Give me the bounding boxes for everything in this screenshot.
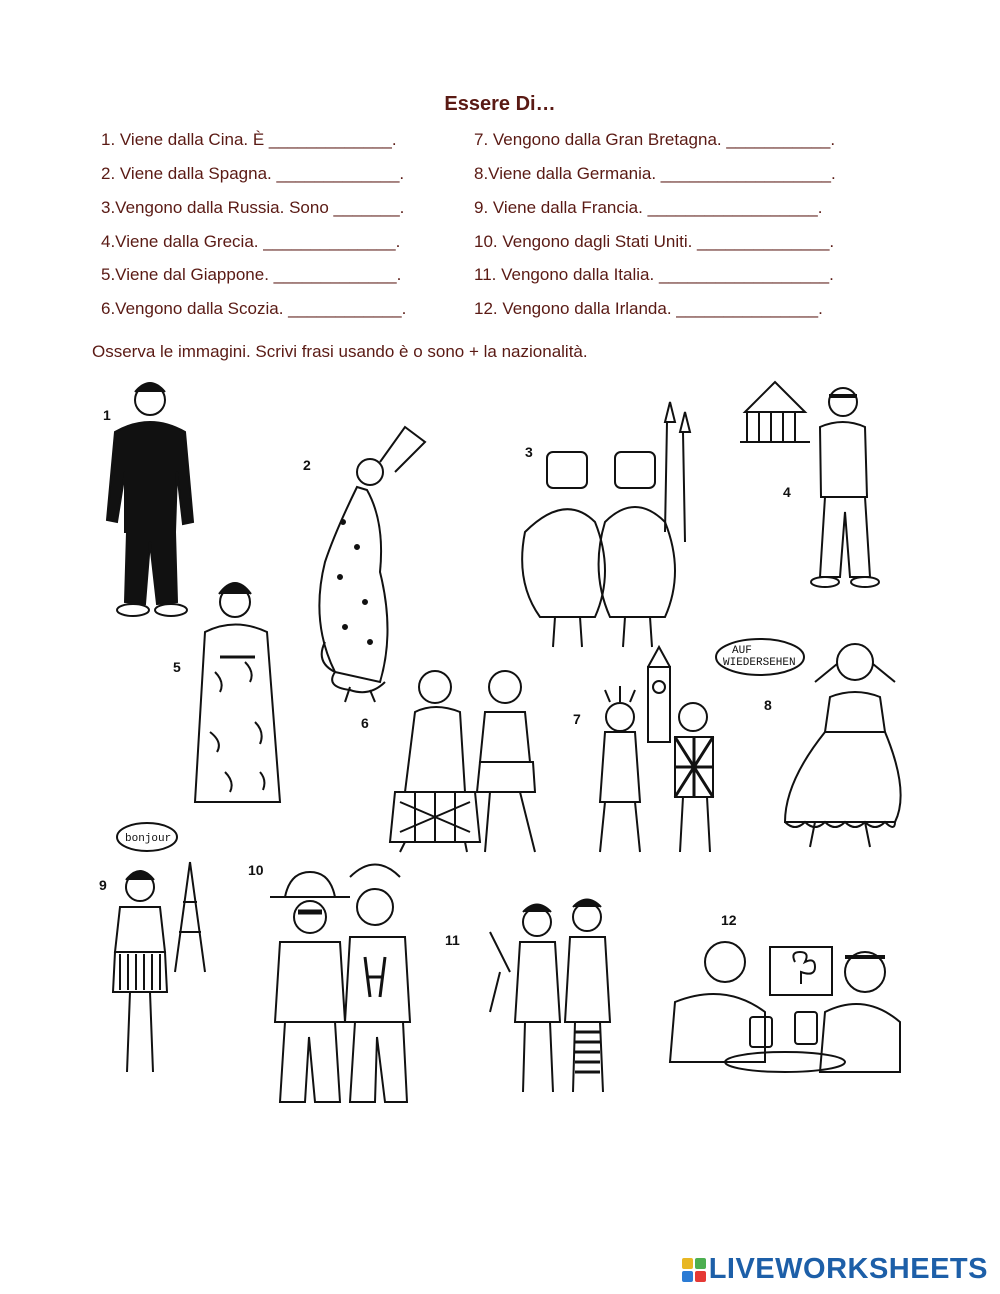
exercise-1: 1. Viene dalla Cina. È _____________.: [101, 130, 397, 149]
figure-2: [319, 427, 425, 702]
worksheet-title: Essere Di…: [444, 93, 556, 115]
figure-4: [740, 382, 879, 587]
exercise-7: 7. Vengono dalla Gran Bretagna. ___________.: [474, 130, 836, 149]
figure-5: [195, 583, 280, 802]
figure-number-6: 6: [361, 715, 369, 731]
figure-number-12: 12: [721, 912, 737, 928]
figure-6: [390, 671, 535, 852]
figure-number-4: 4: [783, 484, 791, 500]
exercise-9: 9. Viene dalla Francia. __________________.: [474, 198, 823, 217]
figure-3: [522, 402, 690, 647]
exercise-4: 4.Viene dalla Grecia. ______________.: [101, 232, 401, 251]
instructions: Osserva le immagini. Scrivi frasi usando è o sono + la nazionalità.: [92, 342, 588, 361]
nationalities-illustration: [95, 372, 910, 1117]
figure-7: [600, 647, 713, 852]
figure-number-7: 7: [573, 711, 581, 727]
exercise-2: 2. Viene dalla Spagna. _____________.: [101, 164, 405, 183]
exercise-10: 10. Vengono dagli Stati Uniti. ______________.: [474, 232, 835, 251]
speech-bubble-9: bonjour: [125, 833, 172, 845]
figure-1: [107, 383, 193, 616]
figure-12: [670, 942, 900, 1072]
liveworksheets-wordmark: LIVEWORKSHEETS: [708, 1253, 988, 1285]
figure-number-1: 1: [103, 407, 111, 423]
figure-9: [113, 823, 205, 1072]
figure-number-11: 11: [445, 932, 460, 948]
exercise-8: 8.Viene dalla Germania. __________________.: [474, 164, 836, 183]
illustration-drawing: [95, 372, 910, 1117]
figure-number-2: 2: [303, 457, 311, 473]
figure-number-8: 8: [764, 697, 772, 713]
figure-number-3: 3: [525, 444, 533, 460]
figure-8: [716, 639, 901, 847]
figure-number-9: 9: [99, 877, 107, 893]
exercise-5: 5.Viene dal Giappone. _____________.: [101, 265, 402, 284]
exercise-6: 6.Vengono dalla Scozia. ____________.: [101, 299, 407, 318]
figure-number-5: 5: [173, 659, 181, 675]
exercise-11: 11. Vengono dalla Italia. __________________.: [474, 265, 834, 284]
speech-bubble-8-line-2: WIEDERSEHEN: [723, 657, 796, 669]
speech-bubble-8-line-1: AUF: [732, 645, 752, 657]
figure-11: [490, 900, 610, 1093]
figure-number-10: 10: [248, 862, 264, 878]
exercise-3: 3.Vengono dalla Russia. Sono _______.: [101, 198, 405, 217]
liveworksheets-mark-icon: [682, 1258, 706, 1282]
figure-10: [270, 865, 410, 1103]
exercise-12: 12. Vengono dalla Irlanda. _______________.: [474, 299, 823, 318]
liveworksheets-logo: [682, 1253, 988, 1286]
